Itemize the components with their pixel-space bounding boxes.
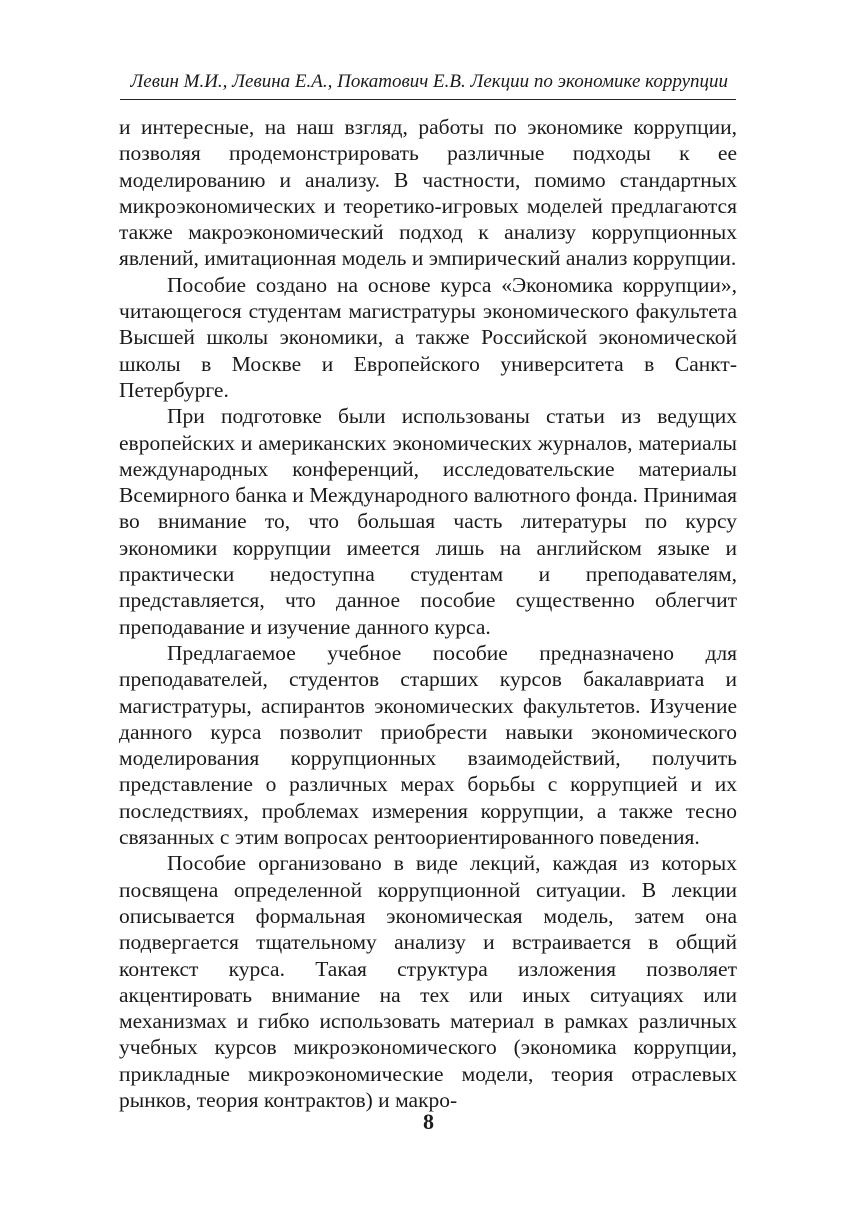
running-header [120, 66, 736, 100]
paragraph-3: При подготовке были использованы статьи из ведущих европейских и американских экономических журналов, материалы международных конференций, исследовательские материалы Всемирного банка и Международного валютного фонда. Принимая во внимание то, что большая часть литературы по курсу экономики коррупции имеется лишь на английском языке и практически недоступна студентам и преподавателям, представляется, что данное пособие существенно облегчит преподавание и изучение данного курса. [119, 404, 737, 639]
paragraph-4: Предлагаемое учебное пособие предназначено для преподавателей, студентов старших курсов бакалавриата и магистратуры, аспирантов экономических факультетов. Изучение данного курса позволит приобрести навыки экономического моделирования коррупционных взаимодействий, получить представление о различных мерах борьбы с коррупцией и их последствиях, проблемах измерения коррупции, а также тесно связанных с этим вопросах рентоориентированного поведения. [119, 640, 737, 850]
paragraph-5: Пособие организовано в виде лекций, каждая из которых посвящена определенной коррупционной ситуации. В лекции описывается формальная экономическая модель, затем она подвергается тщательному анализу и встраивается в общий контекст курса. Такая структура изложения позволяет акцентировать внимание на тех или иных ситуациях или механизмах и гибко использовать материал в рамках различных учебных курсов микроэкономического (экономика коррупции, прикладные микроэкономические модели, теория отраслевых рынков, теория контрактов) и макро- [119, 851, 737, 1112]
running-title: Левин М.И., Левина Е.А., Покатович Е.В. Лекции по экономике коррупции [130, 71, 728, 92]
paragraph-2: Пособие создано на основе курса «Экономика коррупции», читающегося студентам магистратуры экономического факультета Высшей школы экономики, а также Российской экономической школы в Москве и Европейского университета в Санкт-Петербурге. [119, 272, 737, 402]
page-body [119, 114, 737, 1113]
paragraph-1: и интересные, на наш взгляд, работы по экономике коррупции, позволяя продемонстрировать различные подходы к ее моделированию и анализу. В частности, помимо стандартных микроэкономических и теоретико-игровых моделей предлагаются также макроэкономический подход к анализу коррупционных явлений, имитационная модель и эмпирический анализ коррупции. [119, 115, 737, 271]
page-number: 8 [423, 1109, 434, 1134]
